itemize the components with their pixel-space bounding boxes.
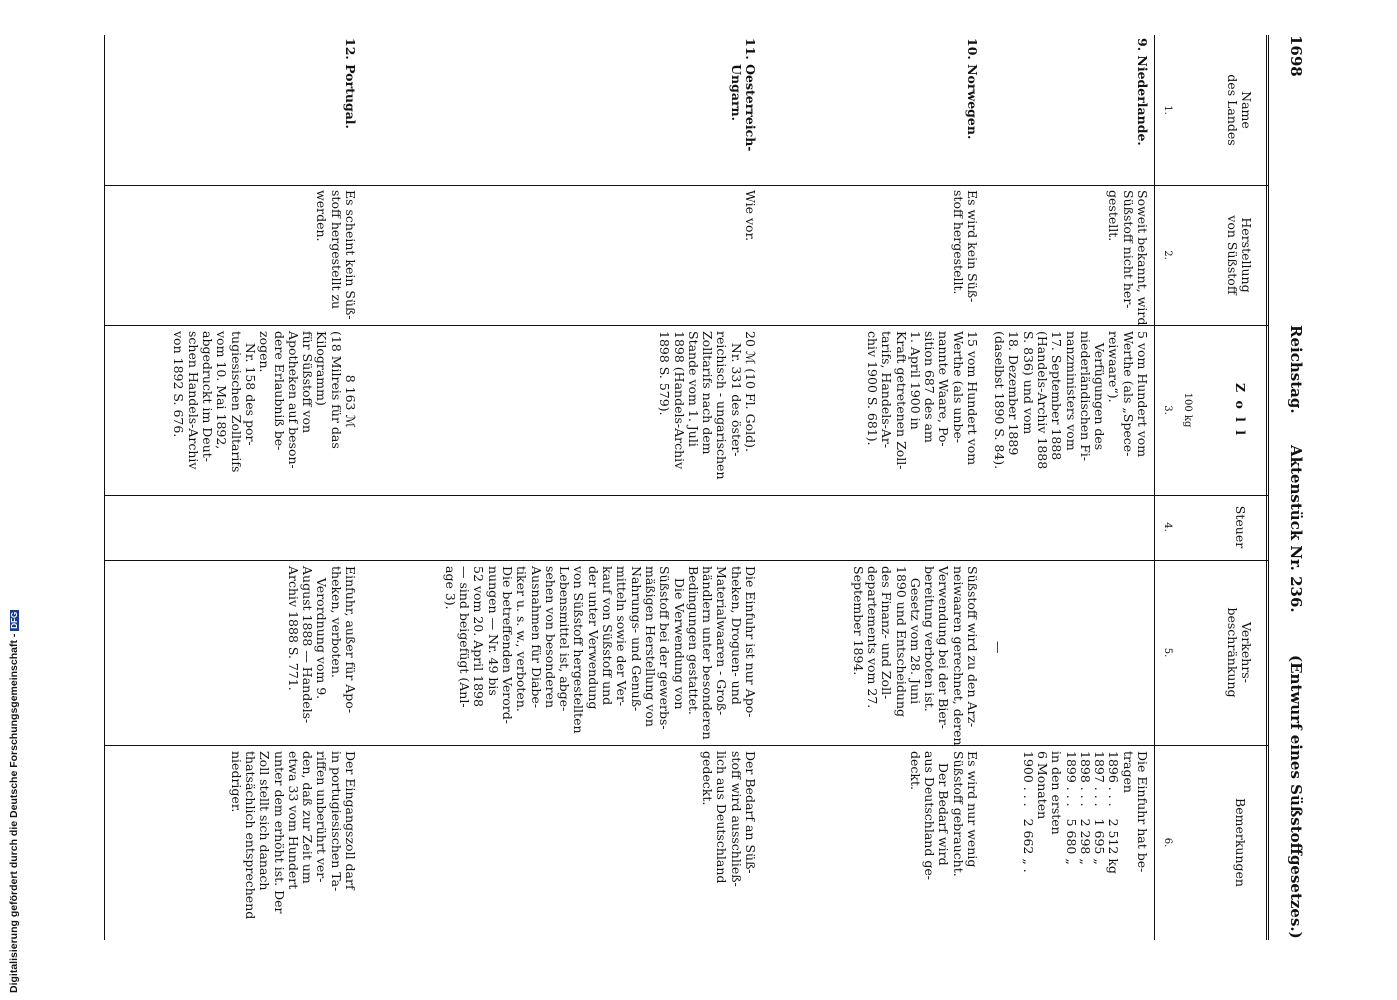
col-number: 6. [1162,837,1173,848]
col-number: 1. [1162,105,1173,115]
row-remarks: Es wird nur wenig Süßstoff gebraucht. Der Bedarf wird aus Deutschland ge- deckt. [907,751,980,880]
row-remarks: Der Bedarf an Süß- stoff wird ausschließ- lich aus Deutschland gedeckt. [700,751,758,887]
column-separator [105,745,1269,746]
row-production: Soweit bekannt, wird Süßstoff nicht her- gestellt. [1106,190,1150,326]
row-traffic: — [991,641,1006,654]
column-separator [105,560,1269,561]
dfg-logo: DFG [10,611,19,629]
col-header-country: Name des Landes [1225,74,1254,146]
col-number: 5. [1162,647,1173,658]
col-header-tax: Steuer [1233,505,1248,549]
top-double-rule [1266,35,1269,940]
table-bottom-rule [104,35,105,940]
col-header-duty-unit: 100 kg [1182,392,1193,428]
col-number: 4. [1162,522,1173,532]
col-header-production: Herstellung von Süßstoff [1225,215,1254,295]
column-separator [105,185,1269,186]
row-country: 10. Norwegen. [965,38,980,140]
row-remarks: Der Eingangszoll darf in portugiesischen Ta- riffen unberührt ver- den, daß zur Zeit um etwa 33 vom Hundert unter dem erhöht ist. Der Zoll stellt sich danach thatsächlich entsprechend niedriger. [228,751,358,920]
row-remarks: Die Einfuhr hat be- tragen 1896 . . . 2 512 kg 1897 . . . 1 695 „ 1898 . . . 2 298 „ 1899 . . . 5 680 „ in den ersten 6 Monaten 1900 . . . 2 662 „ . [1020,751,1150,874]
row-traffic: Süßstoff wird zu den Arz- neiwaaren gerechnet, deren Verwendung bei der Bier- bereitung verboten ist. Gesetz vom 28. Juni 1890 und Entscheidung des Finanz- und Zoll- departements vom 27. September 1894. [850,566,980,746]
row-country: 11. Oesterreich- Ungarn. [728,38,758,152]
col-header-traffic: Verkehrs- beschränkung [1225,607,1254,698]
digitization-credit [8,606,20,993]
row-production: Es scheint kein Süß- stoff hergestellt zu werden. [314,190,358,320]
row-duty: 20 ℳ (10 Fl. Gold). Nr. 331 des öster- reichisch - ungarischen Zolltarifs nach dem Stande vom 1. Juli 1898 (Handels-Archiv 1898 S. 579). [657,331,758,480]
row-country: 9. Niederlande. [1135,38,1150,146]
credit-text: Digitalisierung gefördert durch die Deutsche Forschungsgemeinschaft - [8,633,20,993]
page-number: 1698 [1287,35,1305,77]
col-number: 2. [1162,250,1173,260]
row-traffic: Einfuhr, außer für Apo- theken, verboten. Verordnung vom 9. August 1888 — Handels- Archiv 1888 S. 771. [285,566,358,724]
col-number: 3. [1162,405,1173,415]
document-number: Aktenstück Nr. 236. [1287,445,1305,613]
row-production: Wie vor. [743,190,758,242]
row-production: Es wird kein Süß- stoff hergestellt. [950,190,980,303]
header-bottom-rule [1154,35,1155,940]
row-traffic: Die Einfuhr ist nur Apo- theken, Droguen- und Materialwaaren - Groß- händlern unter besonderen Bedingungen gestattet. Die Verwendung von Süßstoff bei der gewerbs- mäßigen Herstellung von Nahrungs- und Genuß- mitteln sowie der Ver- kauf von Süßstoff und der unter Verwendung von Süßstoff hergestellten Lebensmittel ist, abge- sehen von besonderen Ausnahmen für Diabe- tiker u. s. w., verboten. Die betreffenden Verord- nungen — Nr. 49 bis 52 vom 20. April 1898 — sind beigefügt (Anl- age 3). [442,566,758,740]
col-header-remarks: Bemerkungen [1233,798,1248,887]
col-header-duty: Z o l l [1233,382,1248,437]
column-separator [105,325,1269,326]
document-subject: (Entwurf eines Süßstoffgesetzes.) [1287,655,1305,939]
row-duty: 8 163 ℳ (18 Milreis für das Kilogramm) für Süßstoff von Apotheken auf beson- dere Erlaubniß be- zogen. Nr. 158 des por- tugiesischen Zolltarifs vom 10. Mai 1892, abgedruckt im Deut- schen Handels-Archiv von 1892 S. 676. [171,331,358,473]
row-country: 12. Portugal. [343,38,358,129]
row-duty: 5 vom Hundert vom Werthe (als „Spece- reiwaare“). Verfügungen des niederländischen Fi- nanzministers vom 17. September 1888 (Handels-Archiv 1888 S. 836) und vom 18. Dezember 1889 (daselbst 1890 S. 84). [992,331,1150,470]
publication-title: Reichstag. [1287,325,1305,414]
column-separator [105,495,1269,496]
row-duty: 15 vom Hundert vom Werthe (als unbe- nannte Waare, Po- sition 687 des am 1. April 1900 in Kraft getretenen Zoll- tarifs, Handels-Ar- chiv 1900 S. 681). [864,331,980,470]
rotated-table-page [100,35,1305,940]
